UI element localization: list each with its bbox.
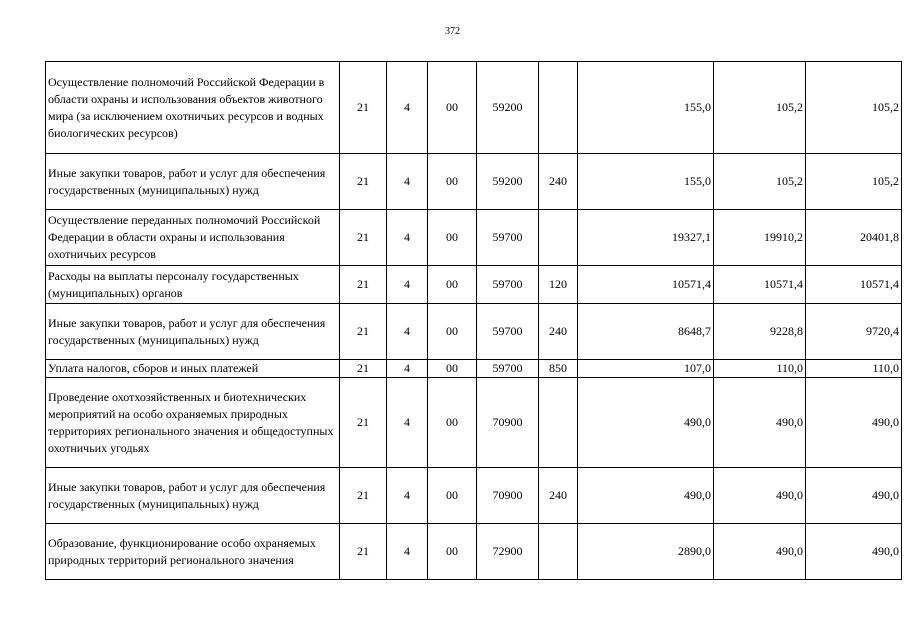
ministry-code-cell: 21 <box>340 62 387 154</box>
subsection-code-cell: 00 <box>428 154 477 210</box>
expense-type-cell: 240 <box>539 468 578 524</box>
amount-year1-cell: 155,0 <box>578 154 714 210</box>
subsection-code-cell: 00 <box>428 210 477 266</box>
amount-year1-cell: 490,0 <box>578 468 714 524</box>
table-row <box>46 378 902 468</box>
amount-year2-cell: 490,0 <box>714 468 806 524</box>
ministry-code-cell: 21 <box>340 524 387 580</box>
ministry-code-cell: 21 <box>340 154 387 210</box>
subsection-code-cell: 00 <box>428 524 477 580</box>
amount-year1-cell: 19327,1 <box>578 210 714 266</box>
amount-year3-cell: 490,0 <box>806 524 902 580</box>
target-article-cell: 59200 <box>477 62 539 154</box>
amount-year1-cell: 2890,0 <box>578 524 714 580</box>
section-code-cell: 4 <box>387 62 428 154</box>
amount-year1-cell: 10571,4 <box>578 266 714 304</box>
amount-year2-cell: 105,2 <box>714 62 806 154</box>
subsection-code-cell: 00 <box>428 468 477 524</box>
amount-year3-cell: 105,2 <box>806 154 902 210</box>
amount-year2-cell: 490,0 <box>714 378 806 468</box>
amount-year3-cell: 490,0 <box>806 468 902 524</box>
target-article-cell: 59700 <box>477 360 539 378</box>
target-article-cell: 59200 <box>477 154 539 210</box>
expense-type-cell <box>539 524 578 580</box>
amount-year2-cell: 9228,8 <box>714 304 806 360</box>
section-code-cell: 4 <box>387 210 428 266</box>
expense-name-cell: Проведение охотхозяйственных и биотехнических мероприятий на особо охраняемых природных территориях регионального значения и общедоступных охотничьих угодьях <box>46 378 340 468</box>
subsection-code-cell: 00 <box>428 304 477 360</box>
table-row <box>46 304 902 360</box>
amount-year2-cell: 490,0 <box>714 524 806 580</box>
amount-year1-cell: 8648,7 <box>578 304 714 360</box>
section-code-cell: 4 <box>387 378 428 468</box>
subsection-code-cell: 00 <box>428 360 477 378</box>
page-number: 372 <box>445 26 460 37</box>
amount-year1-cell: 155,0 <box>578 62 714 154</box>
table-row <box>46 266 902 304</box>
amount-year2-cell: 19910,2 <box>714 210 806 266</box>
amount-year3-cell: 20401,8 <box>806 210 902 266</box>
expense-name-cell: Осуществление полномочий Российской Федерации в области охраны и использования объектов животного мира (за исключением охотничьих ресурсов и водных биологических ресурсов) <box>46 62 340 154</box>
target-article-cell: 59700 <box>477 304 539 360</box>
table-row <box>46 210 902 266</box>
section-code-cell: 4 <box>387 524 428 580</box>
ministry-code-cell: 21 <box>340 304 387 360</box>
amount-year3-cell: 490,0 <box>806 378 902 468</box>
expense-name-cell: Осуществление переданных полномочий Российской Федерации в области охраны и использования охотничьих ресурсов <box>46 210 340 266</box>
amount-year3-cell: 110,0 <box>806 360 902 378</box>
amount-year3-cell: 9720,4 <box>806 304 902 360</box>
section-code-cell: 4 <box>387 266 428 304</box>
amount-year2-cell: 110,0 <box>714 360 806 378</box>
table-row <box>46 154 902 210</box>
amount-year3-cell: 105,2 <box>806 62 902 154</box>
expense-name-cell: Образование, функционирование особо охраняемых природных территорий регионального значения <box>46 524 340 580</box>
amount-year2-cell: 105,2 <box>714 154 806 210</box>
expense-type-cell <box>539 210 578 266</box>
expense-type-cell: 240 <box>539 304 578 360</box>
target-article-cell: 59700 <box>477 210 539 266</box>
ministry-code-cell: 21 <box>340 378 387 468</box>
expense-type-cell <box>539 378 578 468</box>
target-article-cell: 59700 <box>477 266 539 304</box>
expense-name-cell: Иные закупки товаров, работ и услуг для обеспечения государственных (муниципальных) нужд <box>46 154 340 210</box>
table-row <box>46 524 902 580</box>
target-article-cell: 70900 <box>477 468 539 524</box>
expense-name-cell: Расходы на выплаты персоналу государственных (муниципальных) органов <box>46 266 340 304</box>
expense-type-cell: 120 <box>539 266 578 304</box>
section-code-cell: 4 <box>387 468 428 524</box>
expense-name-cell: Иные закупки товаров, работ и услуг для обеспечения государственных (муниципальных) нужд <box>46 468 340 524</box>
expense-type-cell: 240 <box>539 154 578 210</box>
ministry-code-cell: 21 <box>340 468 387 524</box>
budget-table <box>45 61 902 580</box>
subsection-code-cell: 00 <box>428 378 477 468</box>
target-article-cell: 72900 <box>477 524 539 580</box>
amount-year1-cell: 107,0 <box>578 360 714 378</box>
budget-table-body <box>46 62 902 580</box>
subsection-code-cell: 00 <box>428 62 477 154</box>
amount-year3-cell: 10571,4 <box>806 266 902 304</box>
table-row <box>46 468 902 524</box>
expense-type-cell <box>539 62 578 154</box>
table-row <box>46 62 902 154</box>
amount-year2-cell: 10571,4 <box>714 266 806 304</box>
subsection-code-cell: 00 <box>428 266 477 304</box>
section-code-cell: 4 <box>387 154 428 210</box>
section-code-cell: 4 <box>387 304 428 360</box>
table-row <box>46 360 902 378</box>
section-code-cell: 4 <box>387 360 428 378</box>
ministry-code-cell: 21 <box>340 210 387 266</box>
expense-name-cell: Иные закупки товаров, работ и услуг для обеспечения государственных (муниципальных) нужд <box>46 304 340 360</box>
expense-type-cell: 850 <box>539 360 578 378</box>
ministry-code-cell: 21 <box>340 360 387 378</box>
amount-year1-cell: 490,0 <box>578 378 714 468</box>
ministry-code-cell: 21 <box>340 266 387 304</box>
target-article-cell: 70900 <box>477 378 539 468</box>
expense-name-cell: Уплата налогов, сборов и иных платежей <box>46 360 340 378</box>
